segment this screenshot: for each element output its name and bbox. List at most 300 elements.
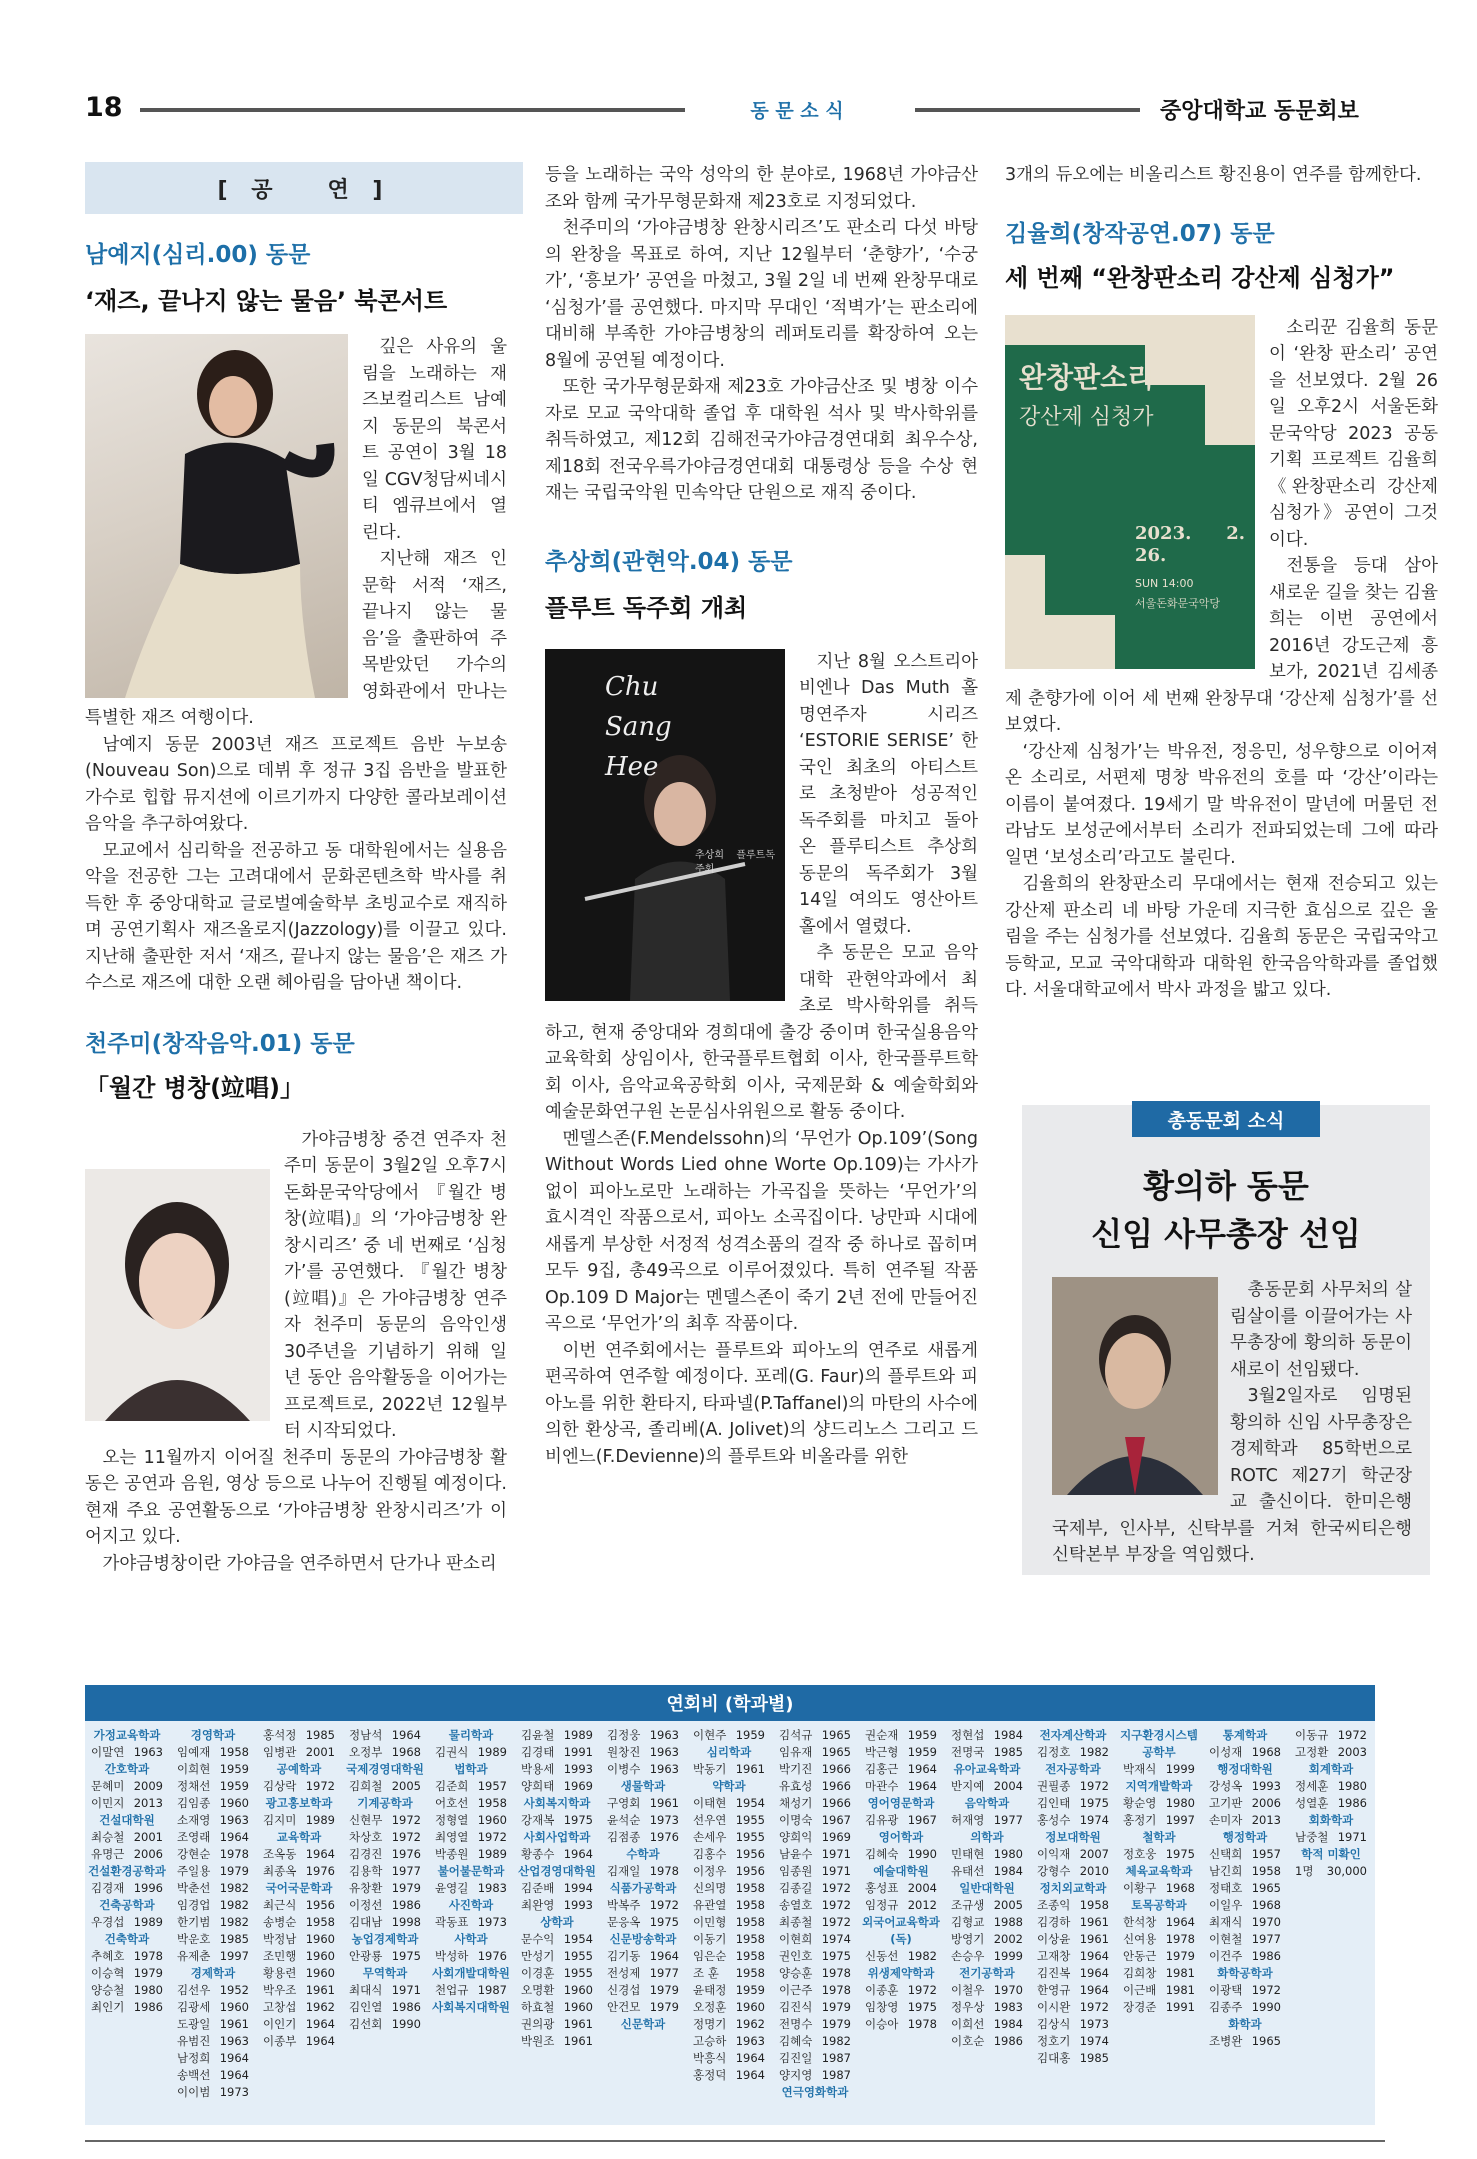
member-name: 1명 (1295, 1864, 1314, 1878)
member-row (689, 1880, 769, 1897)
column-1 (85, 162, 507, 1577)
member-year: 1993 (563, 1898, 593, 1912)
table-column (1119, 1727, 1199, 2016)
department-name: 화학과 (1228, 2017, 1262, 2031)
poster-vertical: 소리 김율희 (1223, 364, 1234, 434)
member-year: 1972 (649, 1898, 679, 1912)
member-year: 1958 (735, 1932, 765, 1946)
member-row (259, 1812, 339, 1829)
member-name: 전명국 (951, 1745, 985, 1759)
member-year: 1972 (907, 1983, 937, 1997)
member-name: 김인열 (349, 2000, 383, 2014)
member-name: 이철우 (951, 1983, 985, 1997)
paragraph: 전통을 등대 삼아 새로운 길을 찾는 김율희는 이번 공연에서 2016년 강도근제 흥보가, 2021년 김세종제 춘향가에 이어 세 번째 완창무대 ‘강산제 심청가’를 선보였다. (1005, 556, 1438, 735)
member-name: 신동선 (865, 1949, 899, 1963)
member-name: 황순영 (1123, 1796, 1157, 1810)
concert-poster (545, 649, 785, 1001)
table-title (85, 1685, 1375, 1721)
member-name: 권순재 (865, 1728, 899, 1742)
member-year: 1978 (821, 1966, 851, 1980)
member-row (173, 1880, 253, 1897)
member-name: 이건주 (1209, 1949, 1243, 1963)
member-name: 김석규 (779, 1728, 813, 1742)
member-year: 1978 (821, 1983, 851, 1997)
member-name: 이일우 (1209, 1898, 1243, 1912)
member-name: 문혜미 (91, 1779, 125, 1793)
member-row (861, 2016, 941, 2033)
member-year: 1969 (821, 1830, 851, 1844)
table-column (431, 1727, 511, 2016)
member-row (775, 1880, 855, 1897)
member-year: 1962 (735, 2017, 765, 2031)
member-row (861, 1761, 941, 1778)
member-row (1291, 1863, 1371, 1880)
member-name: 박기진 (779, 1762, 813, 1776)
section-title: 동 문 소 식 (750, 100, 844, 122)
member-year: 1972 (477, 1830, 507, 1844)
member-name: 반지예 (951, 1779, 985, 1793)
member-year: 1957 (477, 1779, 507, 1793)
member-row (345, 2016, 425, 2033)
member-row (517, 1778, 597, 1795)
department-name: 무역학과 (362, 1966, 408, 1980)
member-name: 김정웅 (607, 1728, 641, 1742)
member-row (259, 1999, 339, 2016)
article-body (85, 334, 507, 997)
table-column (689, 1727, 769, 2084)
member-name: 이민지 (91, 1796, 125, 1810)
member-name: 이광택 (1209, 1983, 1243, 1997)
department-name: 상학과 (540, 1915, 574, 1929)
department-name: 토목공학과 (1131, 1898, 1187, 1912)
member-name: 하효철 (521, 2000, 555, 2014)
table-column (861, 1727, 941, 2033)
member-row (603, 1727, 683, 1744)
member-name: 선우연 (693, 1813, 727, 1827)
member-year: 1961 (305, 1983, 335, 1997)
department-name: 물리학과 (448, 1728, 494, 1742)
member-year: 2004 (907, 1881, 937, 1895)
paragraph: 가야금병창 중견 연주자 천주미 동문이 3월2일 오후7시 돈화문국악당에서 『월간 병창(竝唱)』의 ‘가야금병창 완창시리즈’ 중 네 번째로 ‘심청가’를 공연했다. 『월간 병창(竝唱)』은 가야금병창 연주자 천주미 동문의 음악인생 30주년을 기념하기 위해 일 년 동안 음악활동을 이어가는 프로젝트로, 2022년 12월부터 시작되었다. (284, 1129, 507, 1441)
department-name: 지구환경시스템공학부 (1120, 1728, 1198, 1759)
member-year: 1974 (1079, 2034, 1109, 2048)
member-name: 김혜숙 (779, 2034, 813, 2048)
member-year: 1964 (305, 1847, 335, 1861)
member-name: 김인태 (1037, 1796, 1071, 1810)
member-name: 홍정덕 (693, 2068, 727, 2082)
member-year: 1986 (993, 2034, 1023, 2048)
member-name: 이성재 (1209, 1745, 1243, 1759)
member-row (775, 2067, 855, 2084)
member-year: 1957 (1251, 1847, 1281, 1861)
member-year: 1978 (649, 1864, 679, 1878)
poster-date: 2023. 2. 26. (1135, 522, 1245, 566)
member-year: 1971 (1337, 1830, 1367, 1844)
member-year: 1958 (735, 1915, 765, 1929)
member-year: 1974 (821, 1932, 851, 1946)
member-year: 2006 (1251, 1796, 1281, 1810)
member-name: 김종주 (1209, 2000, 1243, 2014)
member-name: 김준희 (435, 1779, 469, 1793)
member-row (689, 2067, 769, 2084)
department-name: 건설대학원 (99, 1813, 155, 1827)
member-year: 1998 (391, 1915, 421, 1929)
member-name: 최인기 (91, 2000, 125, 2014)
member-year: 1979 (821, 2017, 851, 2031)
table-column (173, 1727, 253, 2101)
table-column (87, 1727, 167, 2016)
member-row (603, 1897, 683, 1914)
member-name: 박춘선 (177, 1881, 211, 1895)
member-year: 1963 (649, 1762, 679, 1776)
poster-time: SUN 14:00 (1135, 576, 1194, 590)
paragraph: 지난 8월 오스트리아 비엔나 Das Muth 홀 명연주자 시리즈 ‘ESTORIE SERISE’ 한국인 최초의 아티스트로 초청받아 성공적인 독주회를 마치고 돌아온 플루티스트 추상희 동문의 독주회가 3월 14일 여의도 영산아트홀에서 열렸다. (799, 651, 978, 937)
member-year: 1997 (219, 1949, 249, 1963)
member-year: 1980 (993, 1847, 1023, 1861)
member-name: 윤석순 (607, 1813, 641, 1827)
member-year: 1976 (649, 1830, 679, 1844)
member-name: 김희창 (1123, 1966, 1157, 1980)
member-year: 2004 (993, 1779, 1023, 1793)
member-name: 김점종 (607, 1830, 641, 1844)
member-name: 정현섭 (951, 1728, 985, 1742)
member-year: 1961 (649, 1796, 679, 1810)
member-row (1205, 1846, 1285, 1863)
member-year: 1959 (735, 1728, 765, 1742)
member-row (431, 1914, 511, 1931)
member-row (947, 1812, 1027, 1829)
member-year: 1959 (907, 1728, 937, 1742)
department-name: 예술대학원 (873, 1864, 929, 1878)
member-name: 유태선 (951, 1864, 985, 1878)
member-row (1033, 1931, 1113, 1948)
member-name: 김지미 (263, 1813, 297, 1827)
member-year: 1982 (821, 2034, 851, 2048)
department-name: 기계공학과 (357, 1796, 413, 1810)
member-name: 오정부 (349, 1745, 383, 1759)
member-row (173, 1914, 253, 1931)
member-name: 송병순 (263, 1915, 297, 1929)
member-year: 1979 (821, 2000, 851, 2014)
member-year: 1963 (219, 2034, 249, 2048)
member-name: 김상식 (1037, 2017, 1071, 2031)
member-year: 1959 (219, 1762, 249, 1776)
member-year: 1979 (133, 1966, 163, 1980)
member-name: 만성기 (521, 1949, 555, 1963)
member-name: 최재식 (1209, 1915, 1243, 1929)
member-name: 홍석정 (263, 1728, 297, 1742)
member-name: 박종원 (435, 1847, 469, 1861)
member-year: 1972 (821, 1881, 851, 1895)
member-name: 곽동표 (435, 1915, 469, 1929)
member-year: 1982 (1079, 1745, 1109, 1759)
member-name: 김진일 (779, 2051, 813, 2065)
member-year: 1982 (219, 1915, 249, 1929)
department-name: 체육교육학과 (1125, 1864, 1193, 1878)
article-byline: 천주미(창작음악.01) 동문 (85, 1030, 355, 1057)
member-row (1205, 2033, 1285, 2050)
member-name: 문수익 (521, 1932, 555, 1946)
member-year: 1958 (305, 1915, 335, 1929)
member-name: 임예재 (177, 1745, 211, 1759)
member-row (1033, 1897, 1113, 1914)
paragraph: 김율희의 완창판소리 무대에서는 현재 전승되고 있는 강산제 판소리 네 바탕 가운데 지극한 효심으로 깊은 울림을 주는 심청가를 선보였다. 김율희 동문은 국립국악고등학교, 모교 국악대학과 대학원 한국음악학과를 졸업했다. 서울대학교에서 박사 과정을 밟고 있다. (1005, 874, 1438, 1000)
member-name: 최종옥 (263, 1864, 297, 1878)
member-year: 1958 (477, 1796, 507, 1810)
member-row (689, 1761, 769, 1778)
member-year: 1985 (305, 1728, 335, 1742)
member-name: 이말연 (91, 1745, 125, 1759)
member-name: 정명기 (693, 2017, 727, 2031)
member-name: 김경재 (91, 1881, 125, 1895)
member-year: 1989 (477, 1847, 507, 1861)
member-year: 1972 (305, 1779, 335, 1793)
member-year: 1982 (219, 1881, 249, 1895)
member-name: 이황구 (1123, 1881, 1157, 1895)
member-year: 1993 (1251, 1779, 1281, 1793)
member-row (775, 2016, 855, 2033)
department-name: 공예학과 (276, 1762, 322, 1776)
member-name: 김형교 (951, 1915, 985, 1929)
member-year: 1972 (1079, 2000, 1109, 2014)
department-name: 국제경영대학원 (346, 1762, 424, 1776)
member-year: 1994 (563, 1881, 593, 1895)
column-3 (1005, 162, 1438, 1004)
member-row (173, 1846, 253, 1863)
member-row (259, 1727, 339, 1744)
member-row (603, 1744, 683, 1761)
member-name: 양희태 (521, 1779, 555, 1793)
member-year: 1975 (1079, 1796, 1109, 1810)
member-year: 1982 (219, 1898, 249, 1912)
member-name: 박정남 (263, 1932, 297, 1946)
poster-subtitle: 추상희 플루트독주회 (695, 849, 775, 875)
member-row (947, 1931, 1027, 1948)
department-name: 약학과 (712, 1779, 746, 1793)
member-row (1119, 1948, 1199, 1965)
member-name: 이근배 (1123, 1983, 1157, 1997)
member-name: 정호웅 (1123, 1847, 1157, 1861)
member-name: 이현철 (1209, 1932, 1243, 1946)
member-year: 1971 (821, 1864, 851, 1878)
member-row (775, 1812, 855, 1829)
member-name: 유명근 (91, 1847, 125, 1861)
member-row (1033, 2016, 1113, 2033)
member-row (517, 1897, 597, 1914)
member-name: 홍성수 (1037, 1813, 1071, 1827)
member-name: 차상호 (349, 1830, 383, 1844)
member-name: 전명수 (779, 2017, 813, 2031)
department-name: 사회사업학과 (523, 1830, 591, 1844)
department-name: 영어학과 (878, 1830, 924, 1844)
singer-figure-icon (85, 334, 348, 698)
member-year: 1986 (391, 1898, 421, 1912)
member-year: 1970 (1251, 1915, 1281, 1929)
member-row (517, 1948, 597, 1965)
member-year: 1955 (735, 1830, 765, 1844)
member-row (1033, 1965, 1113, 1982)
member-year: 1984 (993, 1728, 1023, 1742)
member-name: 구영회 (607, 1796, 641, 1810)
member-year: 1999 (993, 1949, 1023, 1963)
member-row (517, 1880, 597, 1897)
member-row (1033, 1948, 1113, 1965)
member-row (1205, 1948, 1285, 1965)
member-name: 고재창 (1037, 1949, 1071, 1963)
member-name: 황용련 (263, 1966, 297, 1980)
member-year: 2002 (993, 1932, 1023, 1946)
member-row (1033, 2033, 1113, 2050)
member-year: 2001 (305, 1745, 335, 1759)
paragraph: 3월2일자로 임명된 황의하 신임 사무총장은 경제학과 85학번으로 ROTC 제27기 학군장교 출신이다. 한미은행 국제부, 인사부, 신탁부를 거쳐 한국씨티은행 신탁본부 부장을 역임했다. (1052, 1386, 1412, 1565)
member-row (87, 1880, 167, 1897)
member-row (1291, 1778, 1371, 1795)
publication-name: 중앙대학교 동문회보 (1160, 99, 1359, 124)
member-row (1033, 1999, 1113, 2016)
member-year: 1968 (1165, 1881, 1195, 1895)
poster-script-title: Chu Sang Hee (605, 671, 672, 782)
member-name: 임병관 (263, 1745, 297, 1759)
member-name: 양희익 (779, 1830, 813, 1844)
member-name: 손승우 (951, 1949, 985, 1963)
member-row (947, 1999, 1027, 2016)
member-year: 1954 (563, 1932, 593, 1946)
member-name: 남중철 (1295, 1830, 1329, 1844)
member-row (1205, 1982, 1285, 1999)
member-name: 김혜숙 (865, 1847, 899, 1861)
member-name: 임경업 (177, 1898, 211, 1912)
member-row (173, 1761, 253, 1778)
department-name: 경영학과 (190, 1728, 236, 1742)
member-year: 1961 (563, 2034, 593, 2048)
member-name: 양승훈 (779, 1966, 813, 1980)
member-row (431, 1829, 511, 1846)
article-title: 플루트 독주회 개최 (545, 593, 748, 622)
member-row (1291, 1795, 1371, 1812)
member-year: 1972 (821, 1915, 851, 1929)
member-row (345, 1744, 425, 1761)
department-name: 신문방송학과 (609, 1932, 677, 1946)
table-column (345, 1727, 425, 2033)
member-name: 김종길 (779, 1881, 813, 1895)
member-row (1119, 1812, 1199, 1829)
member-row (87, 1778, 167, 1795)
member-name: 정태호 (1209, 1881, 1243, 1895)
member-year: 1960 (305, 1966, 335, 1980)
performer-photo (85, 1169, 270, 1421)
article-body (85, 1127, 507, 1578)
member-name: 박용세 (521, 1762, 555, 1776)
member-year: 1958 (735, 1898, 765, 1912)
member-year: 1961 (563, 2017, 593, 2031)
article-title: 「월간 병창(竝唱)」 (85, 1073, 305, 1102)
member-year: 1972 (1079, 1779, 1109, 1793)
member-year: 1966 (821, 1779, 851, 1793)
member-year: 1958 (735, 1949, 765, 1963)
member-row (173, 1812, 253, 1829)
member-row (517, 2033, 597, 2050)
member-name: 최근식 (263, 1898, 297, 1912)
member-name: 신여용 (1123, 1932, 1157, 1946)
member-row (517, 1744, 597, 1761)
department-name: 정치외교학과 (1039, 1881, 1107, 1895)
member-row (1033, 1812, 1113, 1829)
member-year: 1959 (735, 1983, 765, 1997)
department-name: 식품가공학과 (609, 1881, 677, 1895)
member-year: 1979 (219, 1864, 249, 1878)
department-name: 유아교육학과 (953, 1762, 1021, 1776)
member-row (689, 1846, 769, 1863)
member-year: 1963 (133, 1745, 163, 1759)
member-name: 강재복 (521, 1813, 555, 1827)
member-row (259, 2016, 339, 2033)
department-name: 일반대학원 (959, 1881, 1015, 1895)
member-row (1205, 1795, 1285, 1812)
member-name: 허재영 (951, 1813, 985, 1827)
member-row (861, 1846, 941, 1863)
member-name: 유범진 (177, 2034, 211, 2048)
department-name: 신문학과 (620, 2017, 666, 2031)
member-year: 1980 (1337, 1779, 1367, 1793)
member-name: 유창환 (349, 1881, 383, 1895)
table-column (603, 1727, 683, 2033)
member-name: 최영열 (435, 1830, 469, 1844)
member-row (775, 1778, 855, 1795)
paragraph: 가야금병창이란 가야금을 연주하면서 단가나 판소리 (102, 1553, 497, 1574)
member-row (775, 1982, 855, 1999)
member-year: 1976 (477, 1949, 507, 1963)
member-year: 1963 (735, 2034, 765, 2048)
table-column (517, 1727, 597, 2050)
member-year: 1972 (391, 1813, 421, 1827)
member-name: 어호선 (435, 1796, 469, 1810)
member-row (1033, 1795, 1113, 1812)
member-row (603, 1914, 683, 1931)
member-name: 채성기 (779, 1796, 813, 1810)
member-row (1119, 1982, 1199, 1999)
member-row (1119, 1880, 1199, 1897)
member-row (947, 1914, 1027, 1931)
member-row (431, 1880, 511, 1897)
member-row (775, 1846, 855, 1863)
member-name: 박성하 (435, 1949, 469, 1963)
member-year: 1978 (219, 1847, 249, 1861)
member-name: 이희선 (951, 2017, 985, 2031)
member-row (947, 2016, 1027, 2033)
article-byline: 남예지(심리.00) 동문 (85, 242, 311, 268)
member-row (345, 1999, 425, 2016)
member-row (173, 1931, 253, 1948)
member-row (603, 1795, 683, 1812)
member-name: 홍성표 (865, 1881, 899, 1895)
member-row (259, 1778, 339, 1795)
paragraph: 소리꾼 김율희 동문이 ‘완창 판소리’ 공연을 선보였다. 2월 26일 오후2시 서울돈화문국악당 2023 공동기획 프로젝트 김율희 《완창판소리 강산제 심청가》공연이 그것이다. (1269, 317, 1438, 550)
member-name: 박우조 (263, 1983, 297, 1997)
member-year: 1978 (907, 2017, 937, 2031)
member-year: 1963 (649, 1728, 679, 1742)
member-name: 이종부 (263, 2034, 297, 2048)
member-row (689, 1863, 769, 1880)
article-byline: 김율희(창작공연.07) 동문 (1005, 220, 1275, 247)
member-year: 1958 (219, 1745, 249, 1759)
member-year: 1964 (1079, 1966, 1109, 1980)
department-name: 농업경제학과 (351, 1932, 419, 1946)
member-row (1205, 1999, 1285, 2016)
paragraph: 멘델스존(F.Mendelssohn)의 ‘무언가 Op.109’(Song Without Words Lied ohne Worte Op.109)는 가사가 없이 피아노로만 노래하는 가곡집을 뜻하는 ‘무언가’의 효시격인 작품으로서, 피아노 소곡집이다. 낭만파 시대에 새롭게 부상한 서정적 성격소품의 걸작 중 하나로 꼽히며 모두 9집, 총49곡으로 이루어졌있다. 특히 연주될 작품 Op.109 D Major는 멘델스존이 죽기 2년 전에 만들어진 곡으로 ‘무언가’의 최후 작품이다. (545, 1128, 978, 1334)
member-row (947, 1744, 1027, 1761)
department-name: 산업경영대학원 (518, 1864, 596, 1878)
member-year: 1987 (821, 2068, 851, 2082)
